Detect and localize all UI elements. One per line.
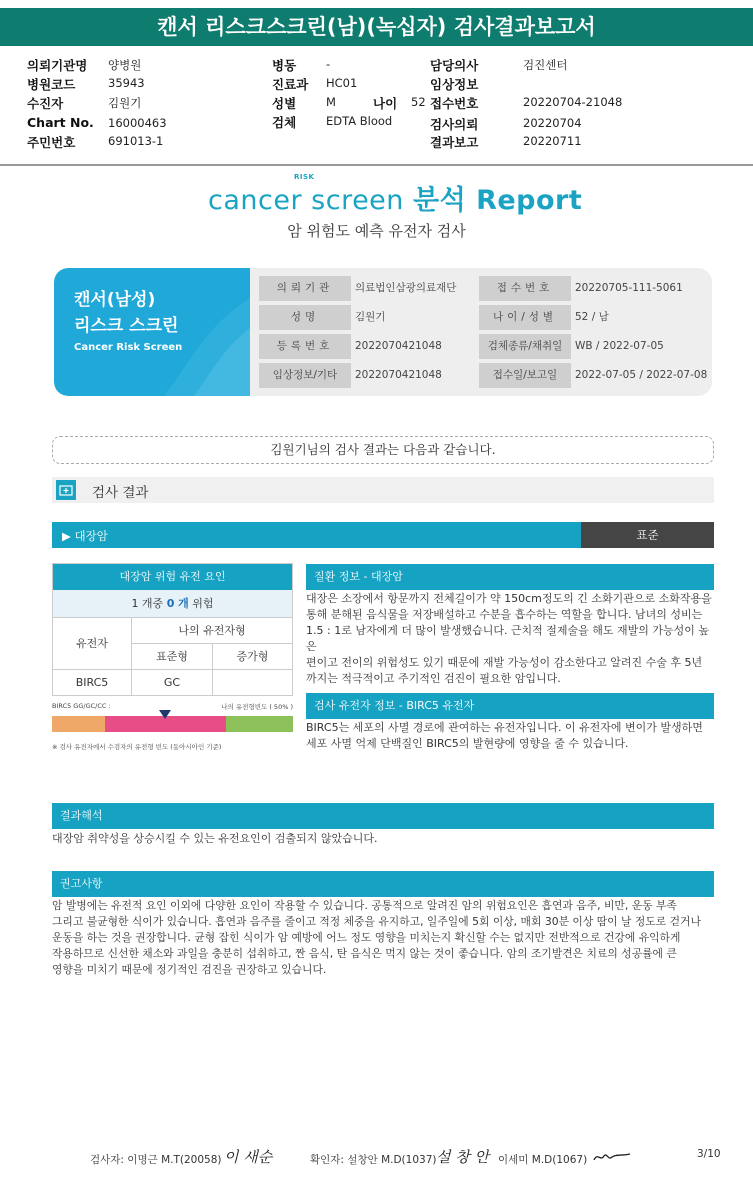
increased-genotype-value xyxy=(213,670,292,695)
receipt-no-label: 접수번호 xyxy=(430,96,479,111)
advice-line: 작용하므로 신선한 채소와 과일을 충분히 섭취하고, 짠 음식, 탄 음식은 먹지 않는 것이 좋습니다. 암의 조기발견은 치료의 성공률에 큰 xyxy=(52,947,677,960)
card-value: 20220705-111-5061 xyxy=(575,282,683,294)
gene-info-text xyxy=(306,720,716,752)
risk-status-badge: 표준 xyxy=(581,522,714,548)
confirmer-signature: 설 창 안 xyxy=(436,1148,490,1166)
advice-text xyxy=(52,898,716,978)
page-number: 3/10 xyxy=(697,1148,721,1160)
gene-info-line: 세포 사멸 억제 단백질인 BIRC5의 발현량에 영향을 줄 수 있습니다. xyxy=(306,737,629,750)
disease-info-text xyxy=(306,591,716,687)
gene-info-line: BIRC5는 세포의 사멸 경로에 관여하는 유전자입니다. 이 유전자에 변이가 발생하면 xyxy=(306,721,703,734)
subtitle: 암 위험도 예측 유전자 검사 xyxy=(287,222,466,240)
chart-no-label: Chart No. xyxy=(27,115,94,130)
age-label: 나이 xyxy=(373,96,398,111)
cancer-result-bar xyxy=(52,522,714,548)
age-value: 52 xyxy=(411,95,426,109)
advice-header: 권고사항 xyxy=(52,871,714,897)
logo-risk: RISK xyxy=(294,173,315,181)
examiner: 검사자: 이명근 M.T(20058) xyxy=(90,1154,222,1166)
interpretation-header: 결과해석 xyxy=(52,803,714,829)
report-date-label: 결과보고 xyxy=(430,135,479,150)
specimen-label: 검체 xyxy=(272,115,297,130)
section-results xyxy=(52,477,714,503)
intro-message: 김원기님의 검사 결과는 다음과 같습니다. xyxy=(52,436,714,464)
my-genotype-marker xyxy=(159,710,171,719)
disease-info-header: 질환 정보 - 대장암 xyxy=(306,564,714,590)
hospital-name-label: 의뢰기관명 xyxy=(27,58,88,73)
genotype-frequency-bar xyxy=(52,716,293,732)
card-value: 2022070421048 xyxy=(355,369,442,381)
gene-risk-table xyxy=(52,563,293,696)
advice-line: 영향을 미치기 때문에 정기적인 검진을 권장하고 있습니다. xyxy=(52,963,327,976)
gene-info-header: 검사 유전자 정보 - BIRC5 유전자 xyxy=(306,693,714,719)
patient-info xyxy=(0,52,753,166)
doctor-label: 담당의사 xyxy=(430,58,479,73)
sex-value: M xyxy=(326,95,336,109)
hospital-code-label: 병원코드 xyxy=(27,77,76,92)
card-label: 접수번호 xyxy=(479,276,571,301)
confirmer: 확인자: 설창안 M.D(1037) xyxy=(310,1154,437,1166)
report-title: 캔서 리스크스크린(남)(녹십자) 검사결과보고서 xyxy=(0,8,753,46)
summary-post: 위험 xyxy=(188,597,214,610)
increased-type-header: 증가형 xyxy=(213,644,292,670)
disease-line: 편이고 전이의 위험성도 있기 때문에 재발 가능성이 감소한다고 알려진 수술 후 5년 xyxy=(306,656,703,669)
logo-cancer: cancer xyxy=(208,185,303,216)
resident-no-label: 주민번호 xyxy=(27,135,76,150)
product-title-en: Cancer Risk Screen xyxy=(74,342,183,353)
summary-card xyxy=(54,268,712,396)
request-date-value: 20220704 xyxy=(523,116,582,130)
gene-table-title: 대장암 위험 유전 요인 xyxy=(53,564,292,590)
frequency-note: ※ 검사 유전자에서 수검자의 유전형 빈도 (동아시아인 기준) xyxy=(52,743,222,751)
department-value: HC01 xyxy=(326,76,358,90)
product-title-2: 리스크 스크린 xyxy=(74,316,179,336)
clinical-info-label: 임상정보 xyxy=(430,77,479,92)
card-label: 등록번호 xyxy=(259,334,351,359)
examiner-signature: 이 새순 xyxy=(224,1148,273,1166)
third-signer: 이세미 M.D(1067) xyxy=(498,1154,588,1166)
ward-value: - xyxy=(326,57,331,71)
report-date-value: 20220711 xyxy=(523,134,582,148)
card-value: 52 / 남 xyxy=(575,311,609,323)
card-label: 나이/성별 xyxy=(479,305,571,330)
card-value: 김원기 xyxy=(355,311,386,323)
disease-line: 대장은 소장에서 항문까지 전체길이가 약 150cm정도의 긴 소화기관으로 소화작용을 xyxy=(306,592,712,605)
cancer-screen-logo xyxy=(208,173,583,217)
my-genotype-header: 나의 유전자형 xyxy=(132,618,292,644)
card-value: 2022-07-05 / 2022-07-08 xyxy=(575,369,708,381)
disease-line: 통해 분해된 음식물을 저장배설하고 수분을 흡수하는 역할을 합니다. 남녀의 성비는 xyxy=(306,608,703,621)
request-date-label: 검사의뢰 xyxy=(430,117,479,132)
standard-genotype-value: GC xyxy=(132,670,213,695)
frequency-segment xyxy=(52,716,105,732)
genotype-list-label: BIRC5 GG/GC/CC : xyxy=(52,702,111,710)
summary-pre: 1 개중 xyxy=(131,597,167,610)
chart-no-value: 16000463 xyxy=(108,116,167,130)
receipt-no-value: 20220704-21048 xyxy=(523,95,623,109)
card-label: 접수일/보고일 xyxy=(479,363,571,388)
specimen-value: EDTA Blood xyxy=(326,114,393,128)
advice-line: 그리고 불균형한 식이가 있습니다. 흡연과 음주를 줄이고 적정 체중을 유지하고, 일주일에 5회 이상, 매회 30분 이상 땀이 날 정도로 걷거나 xyxy=(52,915,701,928)
logo-report: 분석 Report xyxy=(413,185,583,216)
disease-line: 1.5 : 1로 남자에게 더 많이 발생했습니다. 근치적 절제술을 해도 재발의 가능성이 높은 xyxy=(306,624,710,653)
frequency-segment xyxy=(226,716,293,732)
department-label: 진료과 xyxy=(272,77,309,92)
gene-name: BIRC5 xyxy=(53,670,132,695)
folder-icon xyxy=(56,480,76,500)
card-label: 검체종류/채취일 xyxy=(479,334,571,359)
hospital-code-value: 35943 xyxy=(108,76,145,90)
card-value: WB / 2022-07-05 xyxy=(575,340,664,352)
card-label: 성명 xyxy=(259,305,351,330)
advice-line: 암 발병에는 유전적 요인 이외에 다양한 요인이 작용할 수 있습니다. 공통적으로 알려진 암의 위험요인은 흡연과 음주, 비만, 운동 부족 xyxy=(52,899,677,912)
ward-label: 병동 xyxy=(272,58,297,73)
patient-label: 수진자 xyxy=(27,96,64,111)
my-frequency-label: 나의 유전형빈도 ( 50% ) xyxy=(221,703,293,711)
patient-value: 김원기 xyxy=(108,96,142,110)
card-label: 의뢰기관 xyxy=(259,276,351,301)
summary-count: 0 개 xyxy=(166,597,189,610)
third-signature xyxy=(592,1148,632,1166)
interpretation-text: 대장암 취약성을 상승시킬 수 있는 유전요인이 검출되지 않았습니다. xyxy=(52,832,378,845)
card-label: 임상정보/기타 xyxy=(259,363,351,388)
logo-screen: screen xyxy=(311,185,404,216)
product-title-1: 캔서(남성) xyxy=(74,290,156,310)
resident-no-value: 691013-1 xyxy=(108,134,164,148)
advice-line: 운동을 하는 것을 권장합니다. 균형 잡힌 식이가 암 예방에 어느 정도 영향을 미치는지 확신할 수는 없지만 전반적으로 건강에 유익하게 xyxy=(52,931,681,944)
standard-type-header: 표준형 xyxy=(132,644,213,670)
disease-line: 까지는 적극적이고 주기적인 검진이 필요한 암입니다. xyxy=(306,672,561,685)
card-value: 2022070421048 xyxy=(355,340,442,352)
product-panel xyxy=(54,268,250,396)
cancer-name: ▶ 대장암 xyxy=(62,529,108,543)
doctor-value: 검진센터 xyxy=(523,58,568,72)
sex-label: 성별 xyxy=(272,96,297,111)
gene-column-header: 유전자 xyxy=(53,618,132,670)
hospital-name-value: 양병원 xyxy=(108,58,142,72)
gene-risk-summary xyxy=(53,590,292,618)
card-value: 의료법인삼광의료재단 xyxy=(355,282,457,294)
folder-plus-icon xyxy=(56,480,76,500)
section-title: 검사 결과 xyxy=(92,485,149,501)
